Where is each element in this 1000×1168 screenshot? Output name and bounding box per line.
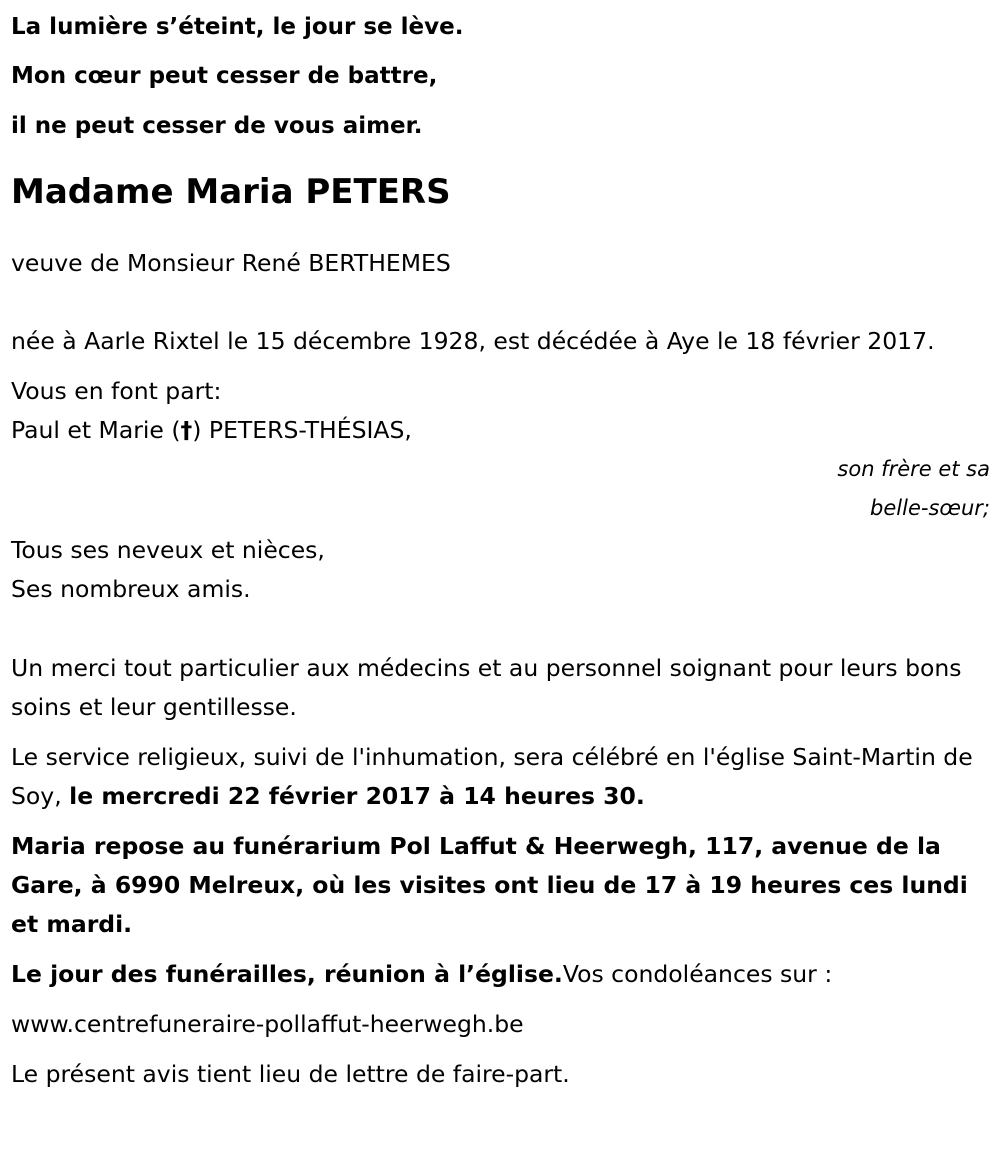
repose-text: Maria repose au funérarium Pol Laffut & Heerwegh, 117, avenue de la Gare, à 6990 Melreux, où les visites ont lieu de 17 à 19 heures ces lundi et mardi.	[11, 832, 968, 938]
condolences-intro: Vos condoléances sur :	[562, 960, 833, 988]
nephews-text: Tous ses neveux et nièces,	[11, 536, 325, 564]
family-member-brother	[11, 411, 991, 450]
service-text	[11, 738, 991, 816]
relation-line-2: belle-sœur;	[870, 496, 990, 520]
widow-text: veuve de Monsieur René BERTHEMES	[11, 249, 451, 277]
relation-line-1: son frère et sa	[837, 457, 990, 481]
funeral-meeting-text	[11, 955, 991, 994]
notice-text: Le présent avis tient lieu de lettre de faire-part.	[11, 1060, 570, 1088]
obituary-notice	[11, 0, 991, 1094]
poem-line-1: La lumière s’éteint, le jour se lève.	[11, 14, 464, 40]
family-announcement	[11, 372, 991, 450]
thanks-text: Un merci tout particulier aux médecins et au personnel soignant pour leurs bons soins et leur gentillesse.	[11, 654, 962, 721]
deceased-dagger-icon: †	[180, 416, 193, 444]
funeral-meeting-bold: Le jour des funérailles, réunion à l’église.	[11, 960, 563, 988]
service-description: Le service religieux, suivi de l'inhumation, sera célébré en l'église Saint-Martin de Soy,	[11, 743, 973, 810]
deceased-name: Madame Maria PETERS	[11, 172, 451, 212]
poem-line-2: Mon cœur peut cesser de battre,	[11, 63, 438, 89]
poem-line-3: il ne peut cesser de vous aimer.	[11, 113, 423, 139]
family-others	[11, 531, 991, 609]
family-member-name-part2: ) PETERS-THÉSIAS,	[192, 416, 412, 444]
family-intro: Vous en font part:	[11, 377, 222, 405]
family-relation	[11, 450, 990, 528]
birth-death-text: née à Aarle Rixtel le 15 décembre 1928, est décédée à Aye le 18 février 2017.	[11, 327, 935, 355]
family-member-name-part1: Paul et Marie (	[11, 416, 181, 444]
friends-text: Ses nombreux amis.	[11, 575, 251, 603]
poem	[11, 0, 991, 150]
service-datetime: le mercredi 22 février 2017 à 14 heures 30.	[69, 782, 645, 810]
condolences-website-link[interactable]: www.centrefuneraire-pollaffut-heerwegh.be	[11, 1010, 524, 1038]
website-line	[11, 1005, 991, 1044]
